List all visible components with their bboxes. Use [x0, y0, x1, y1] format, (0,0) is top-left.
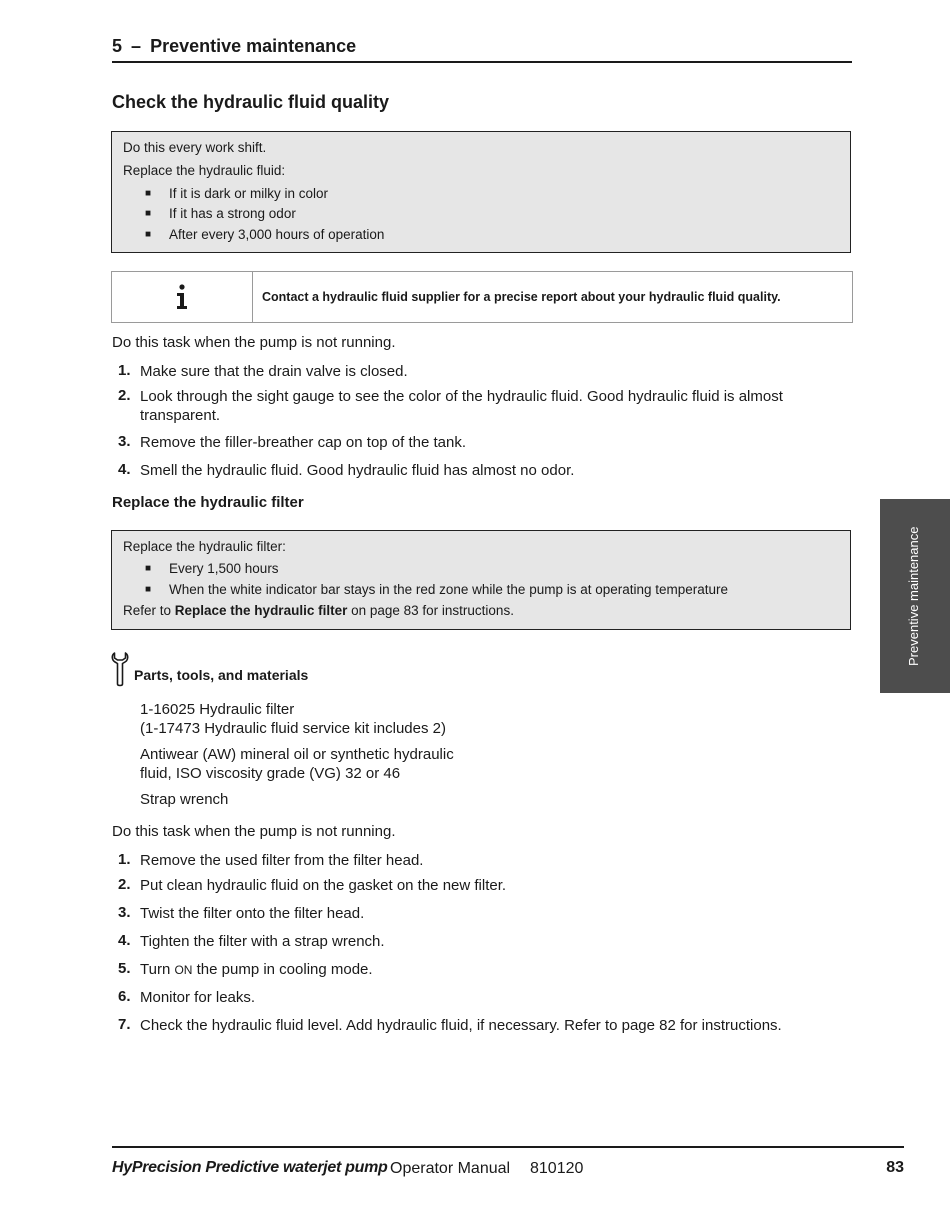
step-number: 1.: [118, 362, 131, 379]
footer-product: HyPrecision Predictive waterjet pump: [112, 1159, 388, 1176]
step-text: Look through the sight gauge to see the color of the hydraulic fluid. Good hydraulic fluid is almost transparent.: [140, 388, 783, 424]
task-intro: Do this task when the pump is not running.: [112, 334, 396, 351]
bullet-icon: ■: [145, 229, 152, 240]
box-reference: Refer to Replace the hydraulic filter on page 83 for instructions.: [123, 603, 514, 618]
side-tab-label: Preventive maintenance: [906, 526, 921, 666]
note-text: Contact a hydraulic fluid supplier for a precise report about your hydraulic fluid quality.: [262, 290, 781, 304]
step-text: Turn ON the pump in cooling mode.: [140, 961, 373, 978]
header-rule: [112, 61, 852, 63]
step-number: 5.: [118, 960, 131, 977]
footer-doc-number: 810120: [530, 1160, 584, 1177]
material-item: Strap wrench: [140, 791, 229, 808]
step-number: 2.: [118, 876, 131, 893]
step-text: Remove the filler-breather cap on top of the tank.: [140, 434, 467, 451]
step-number: 4.: [118, 932, 131, 949]
step-text: Remove the used filter from the filter head.: [140, 852, 424, 869]
reference-link[interactable]: Replace the hydraulic filter: [174, 603, 348, 618]
parts-heading: Parts, tools, and materials: [134, 667, 309, 683]
step-text: Check the hydraulic fluid level. Add hydraulic fluid, if necessary. Refer to page 82 for instructions.: [140, 1017, 782, 1034]
box-bullet: ■ Every 1,500 hours: [145, 561, 279, 576]
bullet-icon: ■: [145, 563, 152, 574]
footer-document: Operator Manual: [390, 1160, 511, 1177]
step-number: 2.: [118, 387, 131, 404]
chapter-number: 5: [112, 36, 123, 56]
step-text: Put clean hydraulic fluid on the gasket on the new filter.: [140, 877, 507, 894]
schedule-box-fluid: [111, 131, 851, 253]
bullet-icon: ■: [145, 208, 152, 219]
bullet-icon: ■: [145, 584, 152, 595]
box-bullet: ■ If it has a strong odor: [145, 206, 296, 221]
info-note: [111, 271, 853, 323]
step-text: Monitor for leaks.: [140, 989, 256, 1006]
step-number: 7.: [118, 1016, 131, 1033]
step-number: 3.: [118, 433, 131, 450]
chapter-title: Preventive maintenance: [150, 36, 357, 56]
step-number: 6.: [118, 988, 131, 1005]
step-number: 4.: [118, 461, 131, 478]
section-title-fluid-quality: Check the hydraulic fluid quality: [112, 92, 390, 112]
page-number: 83: [886, 1159, 904, 1176]
material-item: Antiwear (AW) mineral oil or synthetic hydraulic fluid, ISO viscosity grade (VG) 32 or 46: [140, 746, 454, 782]
task-intro: Do this task when the pump is not running.: [112, 823, 396, 840]
box-bullet: ■ When the white indicator bar stays in the red zone while the pump is at operating temperature: [145, 582, 729, 597]
small-caps-on: ON: [174, 963, 193, 977]
info-icon: [112, 272, 253, 322]
chapter-dash: –: [131, 36, 142, 56]
box-line: Do this every work shift.: [123, 140, 267, 155]
step-text: Make sure that the drain valve is closed.: [140, 363, 408, 380]
step-text: Smell the hydraulic fluid. Good hydraulic fluid has almost no odor.: [140, 462, 575, 479]
footer-rule: [112, 1146, 904, 1148]
box-line: Replace the hydraulic filter:: [123, 539, 286, 554]
box-bullet: ■ If it is dark or milky in color: [145, 186, 329, 201]
section-title-replace-filter: Replace the hydraulic filter: [112, 494, 304, 511]
material-item: 1-16025 Hydraulic filter (1-17473 Hydraulic fluid service kit includes 2): [140, 701, 446, 737]
box-line: Replace the hydraulic fluid:: [123, 163, 286, 178]
step-text: Twist the filter onto the filter head.: [140, 905, 365, 922]
schedule-box-filter: [111, 530, 851, 630]
bullet-icon: ■: [145, 188, 152, 199]
step-number: 3.: [118, 904, 131, 921]
chapter-side-tab[interactable]: [880, 499, 950, 693]
wrench-icon: [110, 651, 130, 692]
chapter-heading: [112, 36, 356, 57]
step-number: 1.: [118, 851, 131, 868]
step-text: Tighten the filter with a strap wrench.: [140, 933, 385, 950]
box-bullet: ■ After every 3,000 hours of operation: [145, 227, 385, 242]
